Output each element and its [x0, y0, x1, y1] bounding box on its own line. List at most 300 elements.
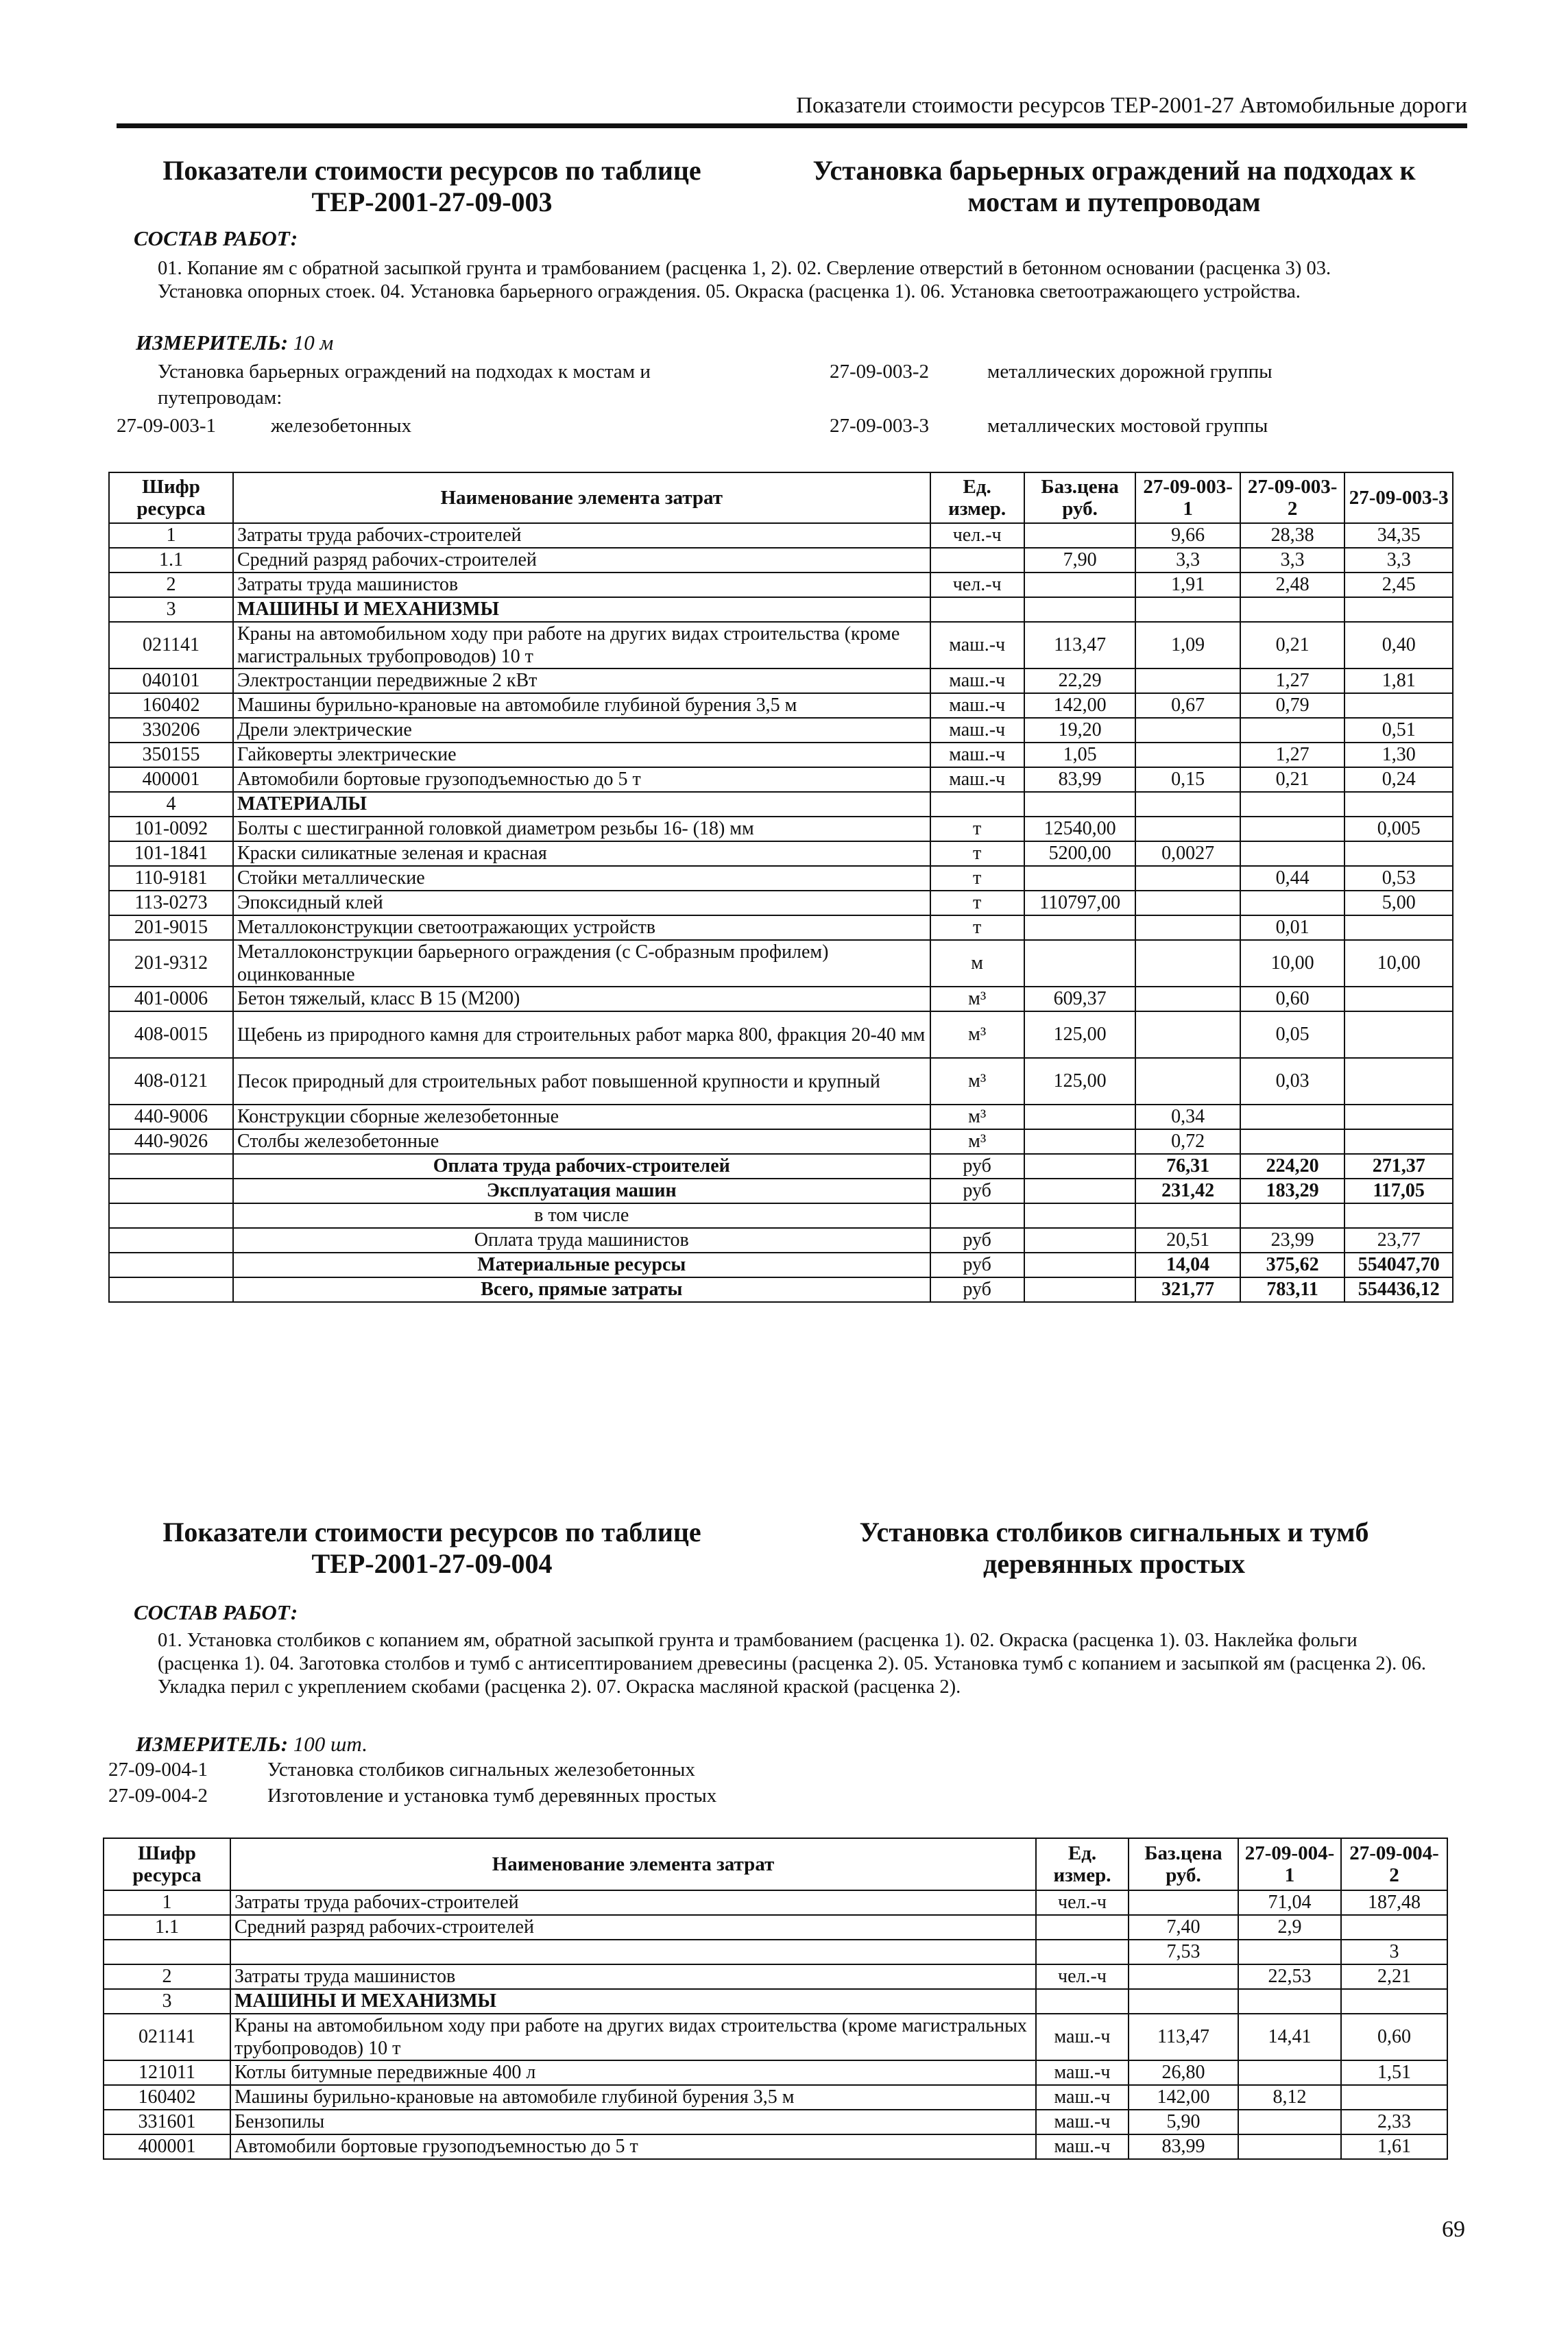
cell-rate-1 — [1238, 1940, 1341, 1964]
section1-intro-line2: путепроводам: — [158, 387, 282, 409]
cell-rate-2 — [1240, 718, 1344, 743]
cell-code: 110-9181 — [109, 866, 233, 891]
section1-title-left — [123, 155, 740, 218]
cell-rate-1 — [1135, 1203, 1240, 1228]
cell-rate-1 — [1135, 817, 1240, 841]
cell-base-price — [1129, 1890, 1238, 1915]
cell-base-price — [1024, 1105, 1136, 1129]
cell-base-price: 5200,00 — [1024, 841, 1136, 866]
cell-name: Щебень из природного камня для строительных работ марка 800, фракция 20-40 мм — [233, 1011, 930, 1058]
table-row — [109, 987, 1453, 1011]
cell-name: Затраты труда машинистов — [230, 1964, 1036, 1989]
section1-intro-line1: Установка барьерных ограждений на подходах к мостам и — [158, 361, 651, 383]
cell-name: Бетон тяжелый, класс В 15 (М200) — [233, 987, 930, 1011]
section2-code2-desc: Изготовление и установка тумб деревянных простых — [267, 1785, 717, 1807]
cell-rate-2 — [1240, 1129, 1344, 1154]
cell-base-price: 7,40 — [1129, 1915, 1238, 1940]
cell-rate-2: 1,27 — [1240, 743, 1344, 767]
cell-rate-2: 187,48 — [1341, 1890, 1447, 1915]
cell-rate-2 — [1240, 792, 1344, 817]
cell-unit: руб — [930, 1179, 1024, 1203]
cell-rate-3 — [1344, 792, 1453, 817]
cell-code: 408-0121 — [109, 1058, 233, 1105]
cell-rate-1 — [1135, 718, 1240, 743]
cell-unit: руб — [930, 1253, 1024, 1277]
cell-rate-3 — [1344, 1011, 1453, 1058]
cell-rate-2: 0,05 — [1240, 1011, 1344, 1058]
cell-unit — [930, 1203, 1024, 1228]
cell-base-price — [1024, 573, 1136, 597]
section2-title-right-line1: Установка столбиков сигнальных и тумб — [859, 1517, 1369, 1547]
section1-table-body — [109, 523, 1453, 1302]
section2-code2: 27-09-004-2 — [108, 1785, 208, 1807]
cell-base-price — [1129, 1964, 1238, 1989]
cell-rate-1: 2,9 — [1238, 1915, 1341, 1940]
cell-rate-2: 1,61 — [1341, 2134, 1447, 2159]
cell-rate-3 — [1344, 1058, 1453, 1105]
cell-base-price: 22,29 — [1024, 668, 1136, 693]
cell-code: 121011 — [104, 2060, 230, 2085]
cell-rate-1: 71,04 — [1238, 1890, 1341, 1915]
cell-rate-2: 0,44 — [1240, 866, 1344, 891]
cell-code — [109, 1253, 233, 1277]
cell-code — [109, 1179, 233, 1203]
cell-rate-3: 3,3 — [1344, 548, 1453, 573]
cell-rate-1 — [1135, 915, 1240, 940]
section2-works-label: СОСТАВ РАБОТ: — [134, 1600, 298, 1624]
cell-rate-2 — [1240, 817, 1344, 841]
cell-rate-3: 0,40 — [1344, 622, 1453, 668]
section1-meter-label: ИЗМЕРИТЕЛЬ: — [136, 330, 289, 354]
cell-base-price: 142,00 — [1129, 2085, 1238, 2110]
cell-base-price — [1024, 597, 1136, 622]
cell-unit: маш.-ч — [930, 668, 1024, 693]
section1-works-text: 01. Копание ям с обратной засыпкой грунта и трамбованием (расценка 1, 2). 02. Сверление отверстий в бетонном основании (расценка 3) 03. Установка опорных стоек. 04. Установка барьерного ограждения. 05. Окраска (расценка 1). 06. Установка светоотражающего устройства. — [158, 258, 1331, 302]
cell-base-price — [1024, 1154, 1136, 1179]
cell-unit: руб — [930, 1277, 1024, 1302]
cell-rate-3 — [1344, 841, 1453, 866]
cell-rate-2: 183,29 — [1240, 1179, 1344, 1203]
cell-rate-1 — [1238, 2110, 1341, 2134]
cell-code: 440-9006 — [109, 1105, 233, 1129]
cell-rate-1: 14,04 — [1135, 1253, 1240, 1277]
cell-rate-2: 0,21 — [1240, 622, 1344, 668]
cell-name: в том числе — [233, 1203, 930, 1228]
cell-rate-3 — [1344, 1203, 1453, 1228]
cell-unit: маш.-ч — [930, 622, 1024, 668]
table-row — [109, 573, 1453, 597]
table-row — [109, 1154, 1453, 1179]
cell-base-price: 113,47 — [1129, 2014, 1238, 2060]
cell-rate-1: 0,34 — [1135, 1105, 1240, 1129]
cell-rate-1 — [1135, 743, 1240, 767]
cell-rate-2: 783,11 — [1240, 1277, 1344, 1302]
cell-rate-1: 22,53 — [1238, 1964, 1341, 1989]
cell-base-price — [1024, 866, 1136, 891]
cell-rate-1 — [1135, 987, 1240, 1011]
cell-name: Машины бурильно-крановые на автомобиле глубиной бурения 3,5 м — [230, 2085, 1036, 2110]
cell-rate-1: 0,67 — [1135, 693, 1240, 718]
cell-code: 101-0092 — [109, 817, 233, 841]
section1-title-left-line1: Показатели стоимости ресурсов по таблице — [162, 155, 701, 186]
cell-code: 1 — [109, 523, 233, 548]
table-row — [109, 622, 1453, 668]
cell-rate-3: 1,30 — [1344, 743, 1453, 767]
cell-unit: м³ — [930, 1129, 1024, 1154]
cell-unit — [930, 597, 1024, 622]
cell-rate-2: 2,48 — [1240, 573, 1344, 597]
cell-code — [109, 1277, 233, 1302]
cell-unit: чел.-ч — [1036, 1964, 1129, 1989]
cell-rate-1 — [1238, 2060, 1341, 2085]
cell-unit — [930, 548, 1024, 573]
cell-rate-2: 0,60 — [1240, 987, 1344, 1011]
table-row — [109, 891, 1453, 915]
table-row — [104, 2134, 1447, 2159]
section1-code1-desc: железобетонных — [271, 415, 412, 437]
table-row — [109, 792, 1453, 817]
table-row — [109, 1228, 1453, 1253]
cell-rate-1 — [1135, 866, 1240, 891]
table-row — [109, 523, 1453, 548]
cell-base-price: 7,53 — [1129, 1940, 1238, 1964]
cell-name: Электростанции передвижные 2 кВт — [233, 668, 930, 693]
table-row — [104, 1964, 1447, 1989]
table-row — [109, 767, 1453, 792]
cell-code: 113-0273 — [109, 891, 233, 915]
cell-name: Песок природный для строительных работ повышенной крупности и крупный — [233, 1058, 930, 1105]
cell-name: Затраты труда рабочих-строителей — [230, 1890, 1036, 1915]
cell-rate-3 — [1344, 1129, 1453, 1154]
cell-name: Болты с шестигранной головкой диаметром резьбы 16- (18) мм — [233, 817, 930, 841]
cell-rate-3: 34,35 — [1344, 523, 1453, 548]
section2-code1-desc: Установка столбиков сигнальных железобетонных — [267, 1759, 695, 1781]
table-row — [104, 2060, 1447, 2085]
cell-code: 201-9015 — [109, 915, 233, 940]
cell-unit: маш.-ч — [930, 743, 1024, 767]
section1-works-label: СОСТАВ РАБОТ: — [134, 226, 298, 250]
cell-unit: маш.-ч — [930, 767, 1024, 792]
cell-rate-1: 20,51 — [1135, 1228, 1240, 1253]
cell-code: 160402 — [104, 2085, 230, 2110]
cell-name: Котлы битумные передвижные 400 л — [230, 2060, 1036, 2085]
table-row — [109, 940, 1453, 987]
cell-rate-2: 224,20 — [1240, 1154, 1344, 1179]
section2-works-text: 01. Установка столбиков с копанием ям, обратной засыпкой грунта и трамбованием (расценка 1). 02. Окраска (расценка 1). 03. Наклейка фольги (расценка 1). 04. Заготовка столбов и тумб с антисептированием древесины (расценка 2). 05. Установка тумб с копанием и засыпкой ям (расценка 2). 06. Укладка перил с укреплением скобами (расценка 2). 07. Окраска масляной краской (расценка 2). — [158, 1630, 1427, 1698]
cell-rate-1 — [1135, 940, 1240, 987]
cell-rate-1 — [1135, 1058, 1240, 1105]
cell-rate-3: 23,77 — [1344, 1228, 1453, 1253]
cell-code — [109, 1203, 233, 1228]
table-row — [109, 668, 1453, 693]
header-code: Шифр ресурса — [109, 472, 233, 523]
cell-name: Столбы железобетонные — [233, 1129, 930, 1154]
cell-rate-3: 117,05 — [1344, 1179, 1453, 1203]
section2-title-left-line2: ТЕР-2001-27-09-004 — [311, 1548, 553, 1579]
cell-unit: маш.-ч — [930, 718, 1024, 743]
section2-table-body — [104, 1890, 1447, 2159]
cell-code: 201-9312 — [109, 940, 233, 987]
cell-rate-2: 1,27 — [1240, 668, 1344, 693]
cell-name: МАТЕРИАЛЫ — [233, 792, 930, 817]
cell-unit: руб — [930, 1154, 1024, 1179]
cell-code: 400001 — [104, 2134, 230, 2159]
cell-base-price: 12540,00 — [1024, 817, 1136, 841]
cell-rate-1: 1,91 — [1135, 573, 1240, 597]
cell-rate-1: 9,66 — [1135, 523, 1240, 548]
cell-base-price: 83,99 — [1129, 2134, 1238, 2159]
cell-rate-1: 76,31 — [1135, 1154, 1240, 1179]
cell-name: Краны на автомобильном ходу при работе на других видах строительства (кроме магистральных трубопроводов) 10 т — [233, 622, 930, 668]
table-row — [104, 1940, 1447, 1964]
cell-base-price: 609,37 — [1024, 987, 1136, 1011]
section1-code2: 27-09-003-2 — [830, 361, 929, 383]
cell-unit — [1036, 1989, 1129, 2014]
cell-unit: маш.-ч — [1036, 2085, 1129, 2110]
cell-code: 2 — [104, 1964, 230, 1989]
cell-rate-1: 0,72 — [1135, 1129, 1240, 1154]
table-row — [109, 866, 1453, 891]
cell-rate-3: 1,81 — [1344, 668, 1453, 693]
cell-unit: маш.-ч — [1036, 2110, 1129, 2134]
table-row — [104, 1915, 1447, 1940]
cell-name: Оплата труда машинистов — [233, 1228, 930, 1253]
cell-rate-3 — [1344, 1105, 1453, 1129]
cell-code: 040101 — [109, 668, 233, 693]
cell-name: Стойки металлические — [233, 866, 930, 891]
cell-code — [104, 1940, 230, 1964]
table-row — [104, 2110, 1447, 2134]
cell-unit: т — [930, 915, 1024, 940]
cell-unit: чел.-ч — [1036, 1890, 1129, 1915]
cell-rate-2 — [1240, 841, 1344, 866]
cell-base-price — [1024, 792, 1136, 817]
cell-rate-2: 0,03 — [1240, 1058, 1344, 1105]
section1-title-right-line1: Установка барьерных ограждений на подходах к — [812, 155, 1416, 186]
cell-code: 1 — [104, 1890, 230, 1915]
cell-unit: маш.-ч — [1036, 2014, 1129, 2060]
cell-name: Металлоконструкции светоотражающих устройств — [233, 915, 930, 940]
cell-base-price: 83,99 — [1024, 767, 1136, 792]
section2-title-left-line1: Показатели стоимости ресурсов по таблице — [162, 1517, 701, 1547]
cell-unit: м³ — [930, 1058, 1024, 1105]
cell-code — [109, 1154, 233, 1179]
cell-name: Бензопилы — [230, 2110, 1036, 2134]
section2-meter-value: 100 шт. — [293, 1732, 367, 1756]
table-row — [109, 915, 1453, 940]
cell-name: Эксплуатация машин — [233, 1179, 930, 1203]
cell-base-price: 26,80 — [1129, 2060, 1238, 2085]
header-rate-2: 27-09-003-2 — [1240, 472, 1344, 523]
table-row — [109, 597, 1453, 622]
table-row — [109, 1105, 1453, 1129]
cell-code: 021141 — [109, 622, 233, 668]
cell-code: 401-0006 — [109, 987, 233, 1011]
cell-base-price: 113,47 — [1024, 622, 1136, 668]
cell-rate-2 — [1341, 1989, 1447, 2014]
cell-rate-2: 3 — [1341, 1940, 1447, 1964]
table-row — [104, 2085, 1447, 2110]
cell-rate-2: 23,99 — [1240, 1228, 1344, 1253]
table-row — [109, 1011, 1453, 1058]
cell-name: Конструкции сборные железобетонные — [233, 1105, 930, 1129]
cell-rate-2 — [1341, 1915, 1447, 1940]
table-header-row — [104, 1838, 1447, 1890]
cell-base-price: 110797,00 — [1024, 891, 1136, 915]
cell-rate-1: 321,77 — [1135, 1277, 1240, 1302]
cell-name: Машины бурильно-крановые на автомобиле глубиной бурения 3,5 м — [233, 693, 930, 718]
cell-unit — [1036, 1915, 1129, 1940]
cell-base-price: 7,90 — [1024, 548, 1136, 573]
header-code: Шифр ресурса — [104, 1838, 230, 1890]
cell-code: 101-1841 — [109, 841, 233, 866]
cell-base-price: 19,20 — [1024, 718, 1136, 743]
cell-name: Средний разряд рабочих-строителей — [233, 548, 930, 573]
cell-base-price — [1024, 1129, 1136, 1154]
cell-name: МАШИНЫ И МЕХАНИЗМЫ — [230, 1989, 1036, 2014]
cell-rate-1: 14,41 — [1238, 2014, 1341, 2060]
cell-rate-3: 554436,12 — [1344, 1277, 1453, 1302]
cell-base-price — [1024, 940, 1136, 987]
cell-rate-2: 0,21 — [1240, 767, 1344, 792]
cell-name: Затраты труда машинистов — [233, 573, 930, 597]
cell-unit: маш.-ч — [1036, 2060, 1129, 2085]
cell-rate-2: 0,60 — [1341, 2014, 1447, 2060]
cell-base-price: 125,00 — [1024, 1058, 1136, 1105]
cell-rate-1: 0,15 — [1135, 767, 1240, 792]
table-row — [109, 548, 1453, 573]
header-unit: Ед. измер. — [1036, 1838, 1129, 1890]
cell-unit: т — [930, 866, 1024, 891]
cell-name: Всего, прямые затраты — [233, 1277, 930, 1302]
cell-rate-2: 3,3 — [1240, 548, 1344, 573]
cell-unit: руб — [930, 1228, 1024, 1253]
cell-rate-1 — [1135, 792, 1240, 817]
cell-unit: маш.-ч — [1036, 2134, 1129, 2159]
cell-base-price — [1024, 523, 1136, 548]
cell-name: Средний разряд рабочих-строителей — [230, 1915, 1036, 1940]
cell-rate-3: 0,24 — [1344, 767, 1453, 792]
cell-rate-2: 0,01 — [1240, 915, 1344, 940]
header-rate-3: 27-09-003-3 — [1344, 472, 1453, 523]
cell-rate-2: 2,21 — [1341, 1964, 1447, 1989]
cell-rate-3: 0,53 — [1344, 866, 1453, 891]
cell-name: Металлоконструкции барьерного ограждения (с С-образным профилем) оцинкованные — [233, 940, 930, 987]
table-row — [104, 1890, 1447, 1915]
section1-meter — [136, 330, 333, 355]
cell-unit: м³ — [930, 1011, 1024, 1058]
cell-code: 400001 — [109, 767, 233, 792]
cell-base-price — [1024, 1179, 1136, 1203]
header-rate-2: 27-09-004-2 — [1341, 1838, 1447, 1890]
cell-rate-3 — [1344, 597, 1453, 622]
cell-code: 330206 — [109, 718, 233, 743]
section1-title-right — [761, 155, 1467, 218]
cell-unit: м³ — [930, 1105, 1024, 1129]
section2-title-left — [123, 1517, 740, 1580]
section2-title-right — [788, 1517, 1440, 1580]
cell-rate-3: 5,00 — [1344, 891, 1453, 915]
cell-rate-1: 0,0027 — [1135, 841, 1240, 866]
cell-unit — [930, 792, 1024, 817]
cell-rate-3: 2,45 — [1344, 573, 1453, 597]
table-header-row — [109, 472, 1453, 523]
cell-rate-2: 28,38 — [1240, 523, 1344, 548]
cell-rate-2: 0,79 — [1240, 693, 1344, 718]
cell-name: Дрели электрические — [233, 718, 930, 743]
cell-rate-1: 1,09 — [1135, 622, 1240, 668]
cell-rate-1: 8,12 — [1238, 2085, 1341, 2110]
cell-base-price — [1129, 1989, 1238, 2014]
table-row — [104, 2014, 1447, 2060]
header-name: Наименование элемента затрат — [230, 1838, 1036, 1890]
section2-resource-table — [103, 1838, 1448, 2160]
table-row — [109, 693, 1453, 718]
section1-title-left-line2: ТЕР-2001-27-09-003 — [311, 186, 553, 217]
cell-rate-1 — [1238, 1989, 1341, 2014]
cell-base-price: 5,90 — [1129, 2110, 1238, 2134]
cell-name — [230, 1940, 1036, 1964]
cell-code: 2 — [109, 573, 233, 597]
cell-rate-3 — [1344, 693, 1453, 718]
cell-rate-1: 231,42 — [1135, 1179, 1240, 1203]
section1-resource-table — [108, 472, 1454, 1303]
cell-unit: т — [930, 841, 1024, 866]
section1-meter-value: 10 м — [293, 330, 334, 354]
cell-rate-2: 2,33 — [1341, 2110, 1447, 2134]
cell-rate-3: 554047,70 — [1344, 1253, 1453, 1277]
cell-rate-1 — [1135, 668, 1240, 693]
table-row — [109, 1058, 1453, 1105]
cell-rate-1 — [1135, 1011, 1240, 1058]
table-row — [109, 1253, 1453, 1277]
table-row — [109, 1179, 1453, 1203]
cell-name: Эпоксидный клей — [233, 891, 930, 915]
section2-meter — [136, 1732, 367, 1757]
cell-name: Автомобили бортовые грузоподъемностью до 5 т — [230, 2134, 1036, 2159]
section1-code2-desc: металлических дорожной группы — [987, 361, 1273, 383]
section2-title-right-line2: деревянных простых — [983, 1548, 1245, 1579]
cell-base-price — [1024, 915, 1136, 940]
cell-rate-2: 375,62 — [1240, 1253, 1344, 1277]
header-rate-1: 27-09-003-1 — [1135, 472, 1240, 523]
cell-code: 440-9026 — [109, 1129, 233, 1154]
cell-rate-3 — [1344, 987, 1453, 1011]
cell-rate-3: 0,005 — [1344, 817, 1453, 841]
cell-base-price — [1024, 1228, 1136, 1253]
cell-rate-2 — [1240, 1105, 1344, 1129]
cell-unit: т — [930, 817, 1024, 841]
cell-base-price — [1024, 1203, 1136, 1228]
cell-code: 160402 — [109, 693, 233, 718]
cell-code — [109, 1228, 233, 1253]
header-rule — [117, 123, 1467, 128]
table-row — [109, 1203, 1453, 1228]
header-unit: Ед. измер. — [930, 472, 1024, 523]
cell-rate-3 — [1344, 915, 1453, 940]
section2-code1: 27-09-004-1 — [108, 1759, 208, 1781]
cell-rate-2 — [1341, 2085, 1447, 2110]
cell-unit: м³ — [930, 987, 1024, 1011]
cell-code: 3 — [109, 597, 233, 622]
cell-base-price: 142,00 — [1024, 693, 1136, 718]
cell-rate-3: 271,37 — [1344, 1154, 1453, 1179]
cell-rate-3: 0,51 — [1344, 718, 1453, 743]
section1-code3-desc: металлических мостовой группы — [987, 415, 1268, 437]
cell-name: Материальные ресурсы — [233, 1253, 930, 1277]
page-number: 69 — [1442, 2217, 1465, 2242]
cell-unit: м — [930, 940, 1024, 987]
